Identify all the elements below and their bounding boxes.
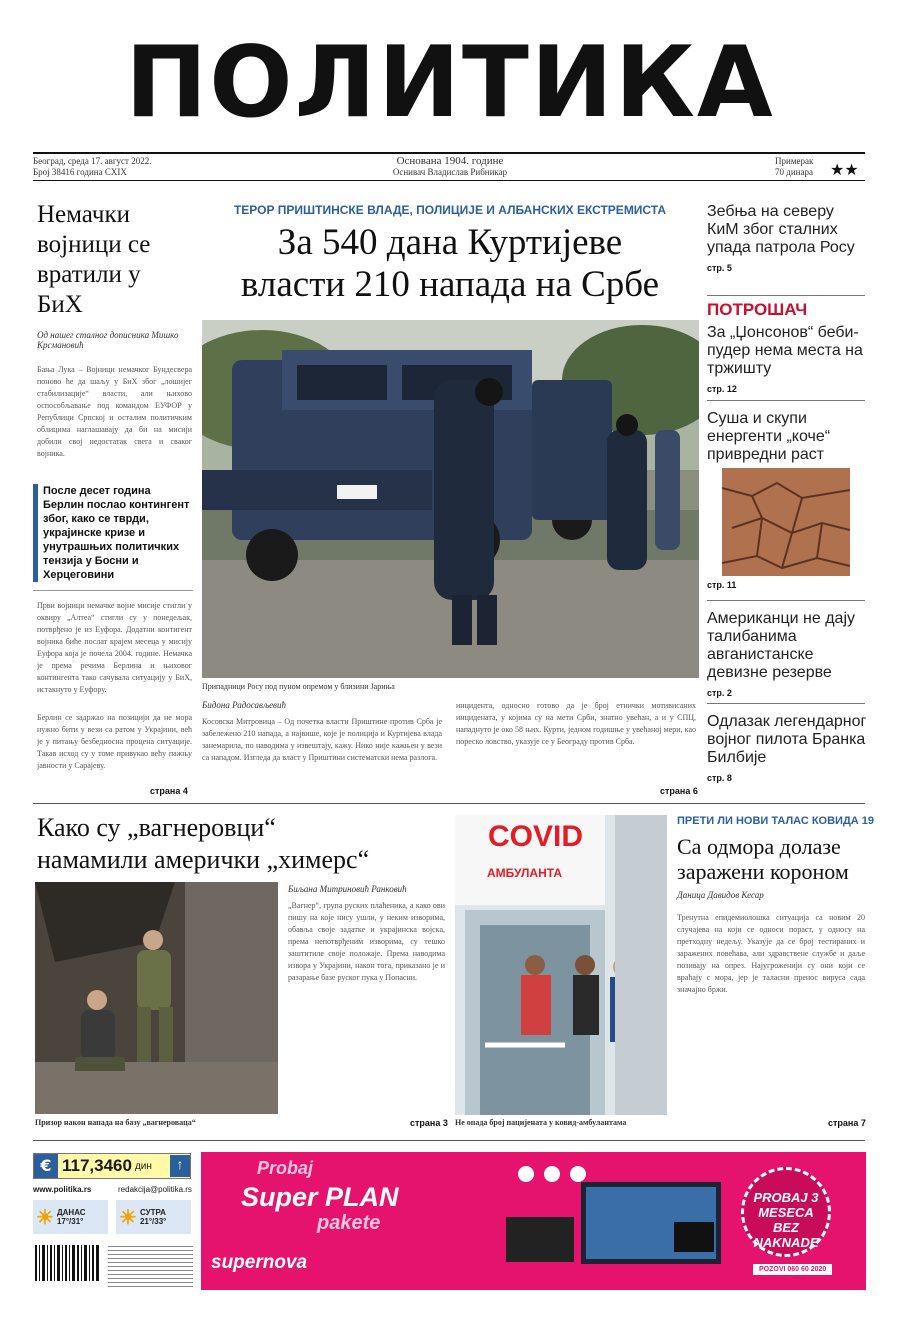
covid-clinic-image: [455, 815, 667, 1115]
left-page-ref[interactable]: страна 4: [150, 786, 188, 796]
lead-body-2: инцидента, односно готово да је број етнички мотивисаних инцидената, у којима су на мети Срби, знатно увећан, а и у СПЦ, нападнуто је око 58 њих. Курти, једном годишње у увећаној мери, као пореско ловство, указује се у Београду против Срба.: [456, 701, 696, 746]
lead-headline[interactable]: За 540 дана Куртијеве власти 210 напада на Србе: [240, 222, 660, 305]
armored-vehicle-police-image: [202, 320, 699, 678]
ambulanta-sign: АМБУЛАНТА: [487, 866, 562, 880]
right-item-3[interactable]: Суша и скупи енергенти „коче“ привредни раст: [707, 410, 831, 463]
wagner-headline[interactable]: Како су „вагнеровци“ намамили амерички „химерс“: [37, 813, 370, 874]
right-item-5[interactable]: Одлазак легендарног војног пилота Бранка Билбије стр. 8: [707, 713, 867, 783]
covid-photo: [455, 815, 667, 1115]
right-divider-1: [707, 295, 865, 296]
sun-icon: ☀: [119, 1206, 137, 1229]
ruined-base-image: [35, 882, 278, 1114]
wagner-photo-caption: Призор након напада на базу „вагнероваца“: [35, 1118, 196, 1127]
issue-date: Београд, среда 17. август 2022. Број 38416 година CXIX: [33, 156, 152, 177]
weather-today: ☀ ДАНАС 17°/31°: [33, 1200, 108, 1234]
barcode: [33, 1243, 103, 1287]
covid-page-ref[interactable]: страна 7: [828, 1118, 866, 1128]
supernova-ad[interactable]: [201, 1152, 866, 1290]
wagner-photo: [35, 882, 278, 1114]
wagner-body: „Вагнер“, група руских плаћеника, а како ови пишу на које нису ушли, у неким изворима, обавља своје задатке и украјинска војска, према непотврђеним изворима, су тешко заштитиле своје положаје. Према наводима извора у Украјини, након тога, приказано је и разарање базе руског пука у Попасни.: [288, 901, 445, 982]
masthead-title: ПОЛИТИКА: [125, 26, 775, 140]
left-highlight-box: После десет година Берлин послао контингент због, како се тврди, украјинске кризе и унутрашњих политичких тензија у Босни и Херцеговини: [33, 484, 193, 582]
founded-note: Основана 1904. године Оснивач Владислав Рибникар: [392, 155, 508, 177]
covid-body: Тренутна епидемиолошка ситуација са новим 20 случајева на који се односи пораст, у односу на претходну недељу. Указује да се број тестираних и заражених повећава, али здравствене службе и даље позивају на опрез. Најугроженији су они који се враћају с мора, јер је таласни пренос вируса сада значајно бржи.: [677, 913, 865, 994]
rate-value: 117,3460: [62, 1156, 132, 1175]
right-divider-2: [707, 400, 865, 401]
lead-body-1: Косовска Митровица – Од почетка власти Приштине против Срба је забележено 210 напада, а највише, које је полиција и Куртијева влада занемарила, по наводима у извештају, кажу. Нико није кажњен у вези са нападом. Изгледа да власт у Приштини систематски нема разлога.: [202, 717, 442, 762]
lead-photo: [202, 320, 699, 678]
left-body-1: Бања Лука – Војници немачког Бундесвера поново ће да шаљу у БиХ због „лошијег стабилизације“ власти, али њихово оспособљавање под командом ЕУФОР у Републици Српској и осталим политичким облицима наглашавају да би на мисији добили свој недостатак свега и сваког војника.: [37, 365, 192, 458]
sun-cloud-icon: ☀: [36, 1206, 54, 1229]
lead-photo-caption: Припадници Росу под пуном опремом у близини Јариња: [202, 682, 395, 691]
weather-tomorrow: ☀ СУТРА 21°/33°: [116, 1200, 191, 1234]
covid-sign: COVID: [488, 820, 584, 853]
lead-page-ref[interactable]: страна 6: [660, 786, 698, 796]
masthead-rule-top: [33, 152, 865, 154]
email-link[interactable]: redakcija@politika.rs: [118, 1185, 192, 1194]
footer-divider: [33, 1140, 865, 1141]
right-divider-3: [707, 600, 865, 601]
drought-photo: [722, 468, 850, 576]
left-byline: Од нашег сталног дописника Мишко Крсмановић: [37, 330, 179, 350]
website-link[interactable]: www.politika.rs: [33, 1185, 92, 1194]
exchange-rate: [33, 1153, 191, 1179]
left-headline[interactable]: Немачки војници се вратили у БиХ: [37, 201, 151, 318]
wagner-page-ref[interactable]: страна 3: [410, 1118, 448, 1128]
edition-stars: ★★: [830, 162, 859, 179]
right-item-3-ref[interactable]: стр. 11: [707, 580, 737, 590]
publisher-fine-print: [108, 1243, 193, 1287]
wagner-byline: Биљана Митриновић Ранковић: [288, 884, 407, 894]
rate-currency: дин: [134, 1160, 152, 1172]
masthead-rule-bottom: [33, 180, 865, 181]
lead-byline: Бидона Радосављевић: [202, 700, 286, 710]
left-body-2: Први војници немачке војне мисије стигли у оквиру „Алтеа“ стигли су у понедељак, потврђено је из Еуфора. Додатни контигент војника биће послат крајем месеца у мисију Еуфора која је почела 2004. године. Немачка је према речима Берлина и њиховог контингента тако сачувала ситуацију у БиХ, истакнуто у Еуфору.: [37, 601, 192, 694]
barcode-icon: [33, 1243, 103, 1287]
ad-call-button[interactable]: POZOVI 060 60 2020: [753, 1264, 832, 1275]
ad-badge: PROBAJ 3 MESECA BEZ NAKNADE: [741, 1167, 831, 1257]
right-item-2[interactable]: За „Џонсонов“ беби-пудер нема места на тржишту стр. 12: [707, 324, 863, 394]
left-body-3: Берлин се задржао на позицији да не мора нужно бити у вези са ратом у Украјини, већ је у питању безбедносна процена ситуације. Такав исход су у томе привукао већу пажњу јавности у Сарајеву.: [37, 713, 192, 770]
section-divider: [33, 803, 865, 804]
right-divider-4: [707, 703, 865, 704]
covid-kicker: ПРЕТИ ЛИ НОВИ ТАЛАС КОВИДА 19: [677, 815, 875, 827]
right-item-1[interactable]: Зебња на северу КиМ због сталних упада патрола Росу стр. 5: [707, 203, 855, 273]
ad-super-plan: Super PLAN: [241, 1182, 399, 1212]
covid-headline[interactable]: Са одмора долазе заражени короном: [677, 834, 849, 884]
euro-icon: €: [34, 1154, 58, 1178]
section-label-potrosac: ПОТРОШАЧ: [707, 300, 808, 319]
left-divider: [33, 590, 193, 591]
supernova-logo: supernova: [211, 1252, 308, 1273]
ad-paketi: pakete: [317, 1212, 381, 1234]
ad-probaj: Probaj: [257, 1158, 314, 1178]
lead-kicker: ТЕРОР ПРИШТИНСКЕ ВЛАДЕ, ПОЛИЦИЈЕ И АЛБАНСКИХ ЕКСТРЕМИСТА: [233, 203, 667, 217]
price: Примерак 70 динара: [775, 156, 814, 177]
tv-devices-image: [506, 1162, 726, 1280]
covid-photo-caption: Не опада број пацијената у ковид-амбулантама: [455, 1118, 627, 1127]
right-item-4[interactable]: Американци не дају талибанима авганистанске девизне резерве стр. 2: [707, 610, 856, 698]
arrow-up-icon: ↑: [170, 1155, 190, 1177]
covid-byline: Даница Давидов Кесар: [677, 890, 764, 900]
cracked-earth-image: [722, 468, 850, 576]
